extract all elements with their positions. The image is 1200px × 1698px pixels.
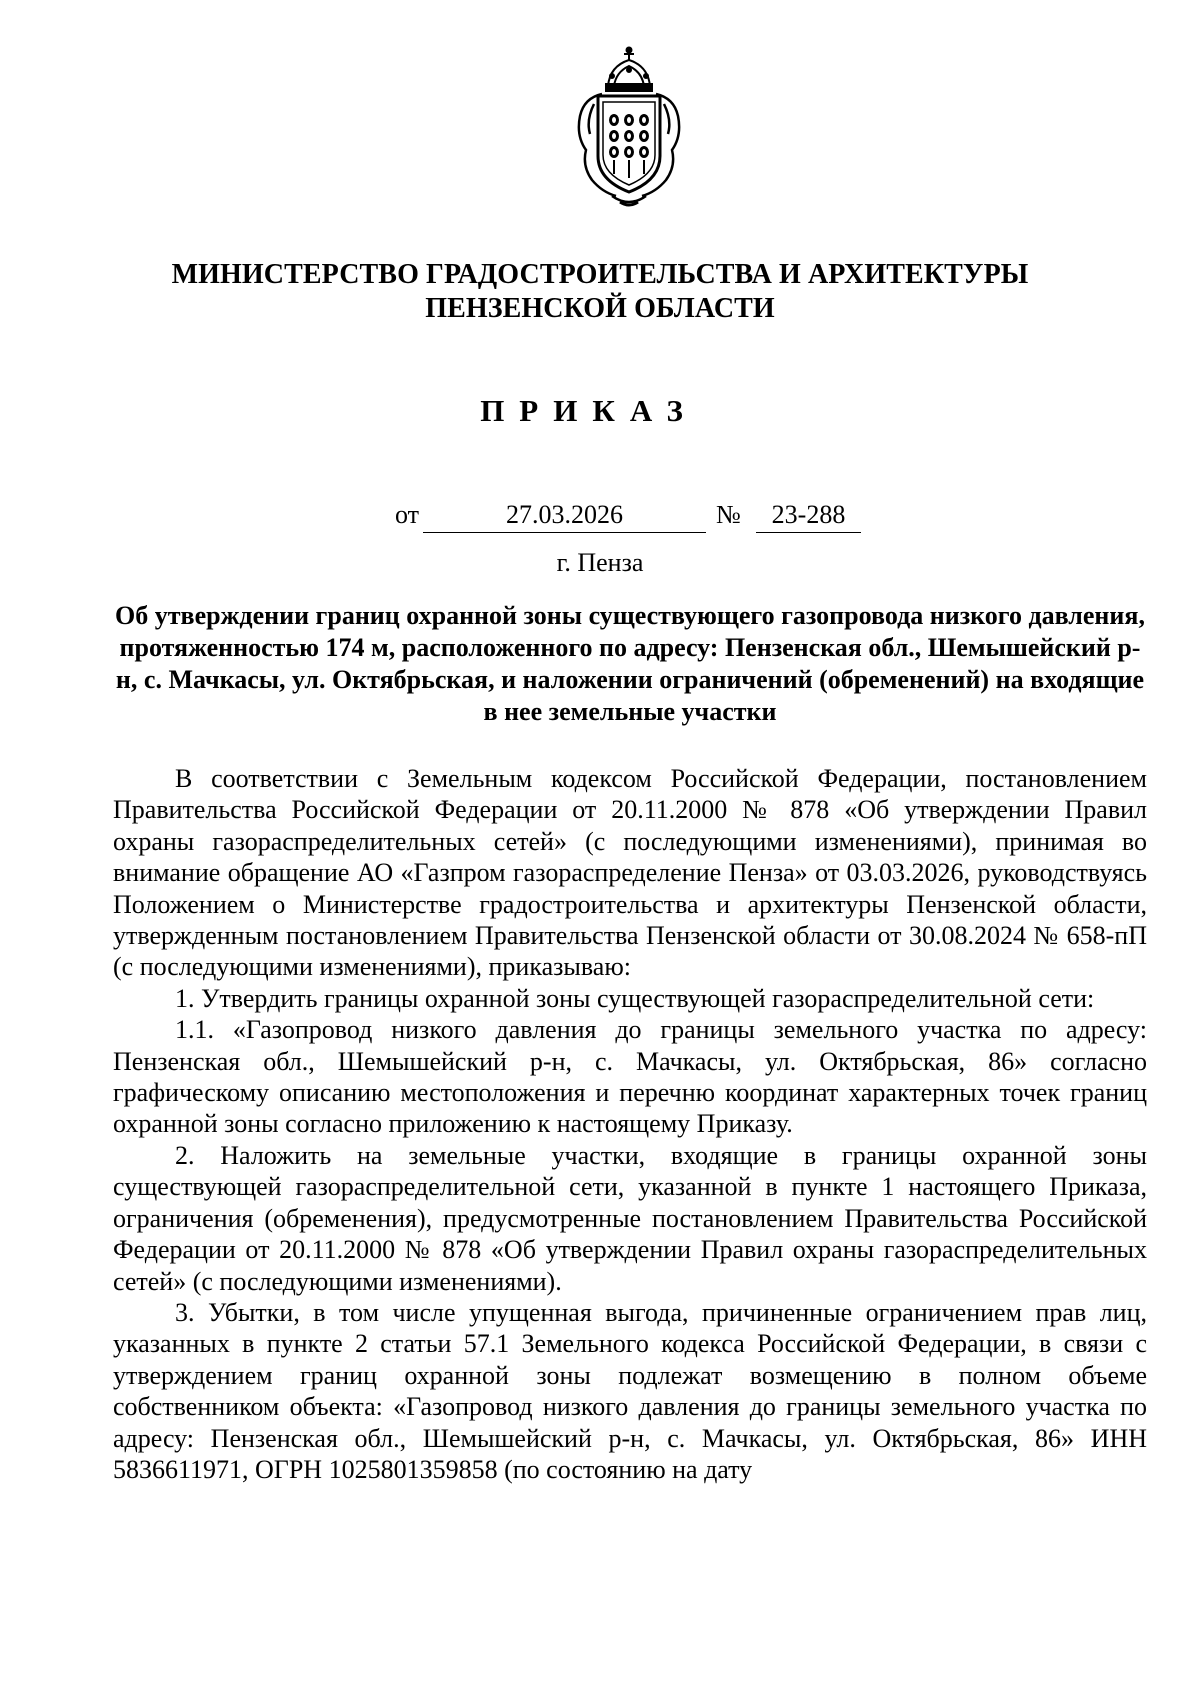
document-subject: Об утверждении границ охранной зоны существующего газопровода низкого давления, протяженностью 174 м, расположенного по адресу: Пензенская обл., Шемышейский р-н, с. Мачкасы, ул. Октябрьская, и наложении ограничений (обременений) на входящие в нее земельные участки xyxy=(115,601,1145,726)
ministry-name-line-1: МИНИСТЕРСТВО ГРАДОСТРОИТЕЛЬСТВА И АРХИТЕКТУРЫ xyxy=(171,259,1029,290)
item-3-paragraph: 3. Убытки, в том числе упущенная выгода, причиненные ограничением прав лиц, указанных в пункте 2 статьи 57.1 Земельного кодекса Российской Федерации, в связи с утверждением границ охранной зоны подлежат возмещению в полном объеме собственником объекта: «Газопровод низкого давления до границы земельного участка по адресу: Пензенская обл., Шемышейский р-н, с. Мачкасы, ул. Октябрьская, 86» ИНН 5836611971, ОГРН 1025801359858 (по состоянию на дату xyxy=(113,1297,1147,1484)
document-number: 23-288 xyxy=(756,500,861,533)
city-label: г. Пенза xyxy=(556,548,644,577)
item-2-paragraph: 2. Наложить на земельные участки, входящие в границы охранной зоны существующей газораспределительной сети, указанной в пункте 1 настоящего Приказа, ограничения (обременения), предусмотренные постановлением Правительства Российской Федерации от 20.11.2000 № 878 «Об утверждении Правил охраны газораспределительных сетей» (с последующими изменениями). xyxy=(113,1140,1147,1296)
number-label: № xyxy=(716,500,741,529)
ministry-name xyxy=(0,258,1200,326)
document-date: 27.03.2026 xyxy=(423,500,706,533)
from-label: от xyxy=(395,500,420,529)
date-number-line xyxy=(0,500,1200,536)
preamble-paragraph: В соответствии с Земельным кодексом Российской Федерации, постановлением Правительства Российской Федерации от 20.11.2000 № 878 «Об утверждении Правил охраны газораспределительных сетей» (с последующими изменениями), принимая во внимание обращение АО «Газпром газораспределение Пенза» от 03.03.2026, руководствуясь Положением о Министерстве градостроительства и архитектуры Пензенской области, утвержденным постановлением Правительства Пензенской области от 30.08.2024 № 658-пП (с последующими изменениями), приказываю: xyxy=(113,764,1147,982)
document-type-title: ПРИКАЗ xyxy=(480,393,698,428)
coat-of-arms-icon xyxy=(572,46,686,210)
document-body xyxy=(113,763,1147,1485)
item-1-paragraph: 1. Утвердить границы охранной зоны существующей газораспределительной сети: xyxy=(175,983,1095,1013)
item-1-1-paragraph: 1.1. «Газопровод низкого давления до границы земельного участка по адресу: Пензенская обл., Шемышейский р-н, с. Мачкасы, ул. Октябрьская, 86» согласно графическому описанию местоположения и перечню координат характерных точек границ охранной зоны согласно приложению к настоящему Приказу. xyxy=(113,1015,1147,1139)
ministry-name-line-2: ПЕНЗЕНСКОЙ ОБЛАСТИ xyxy=(425,293,775,324)
